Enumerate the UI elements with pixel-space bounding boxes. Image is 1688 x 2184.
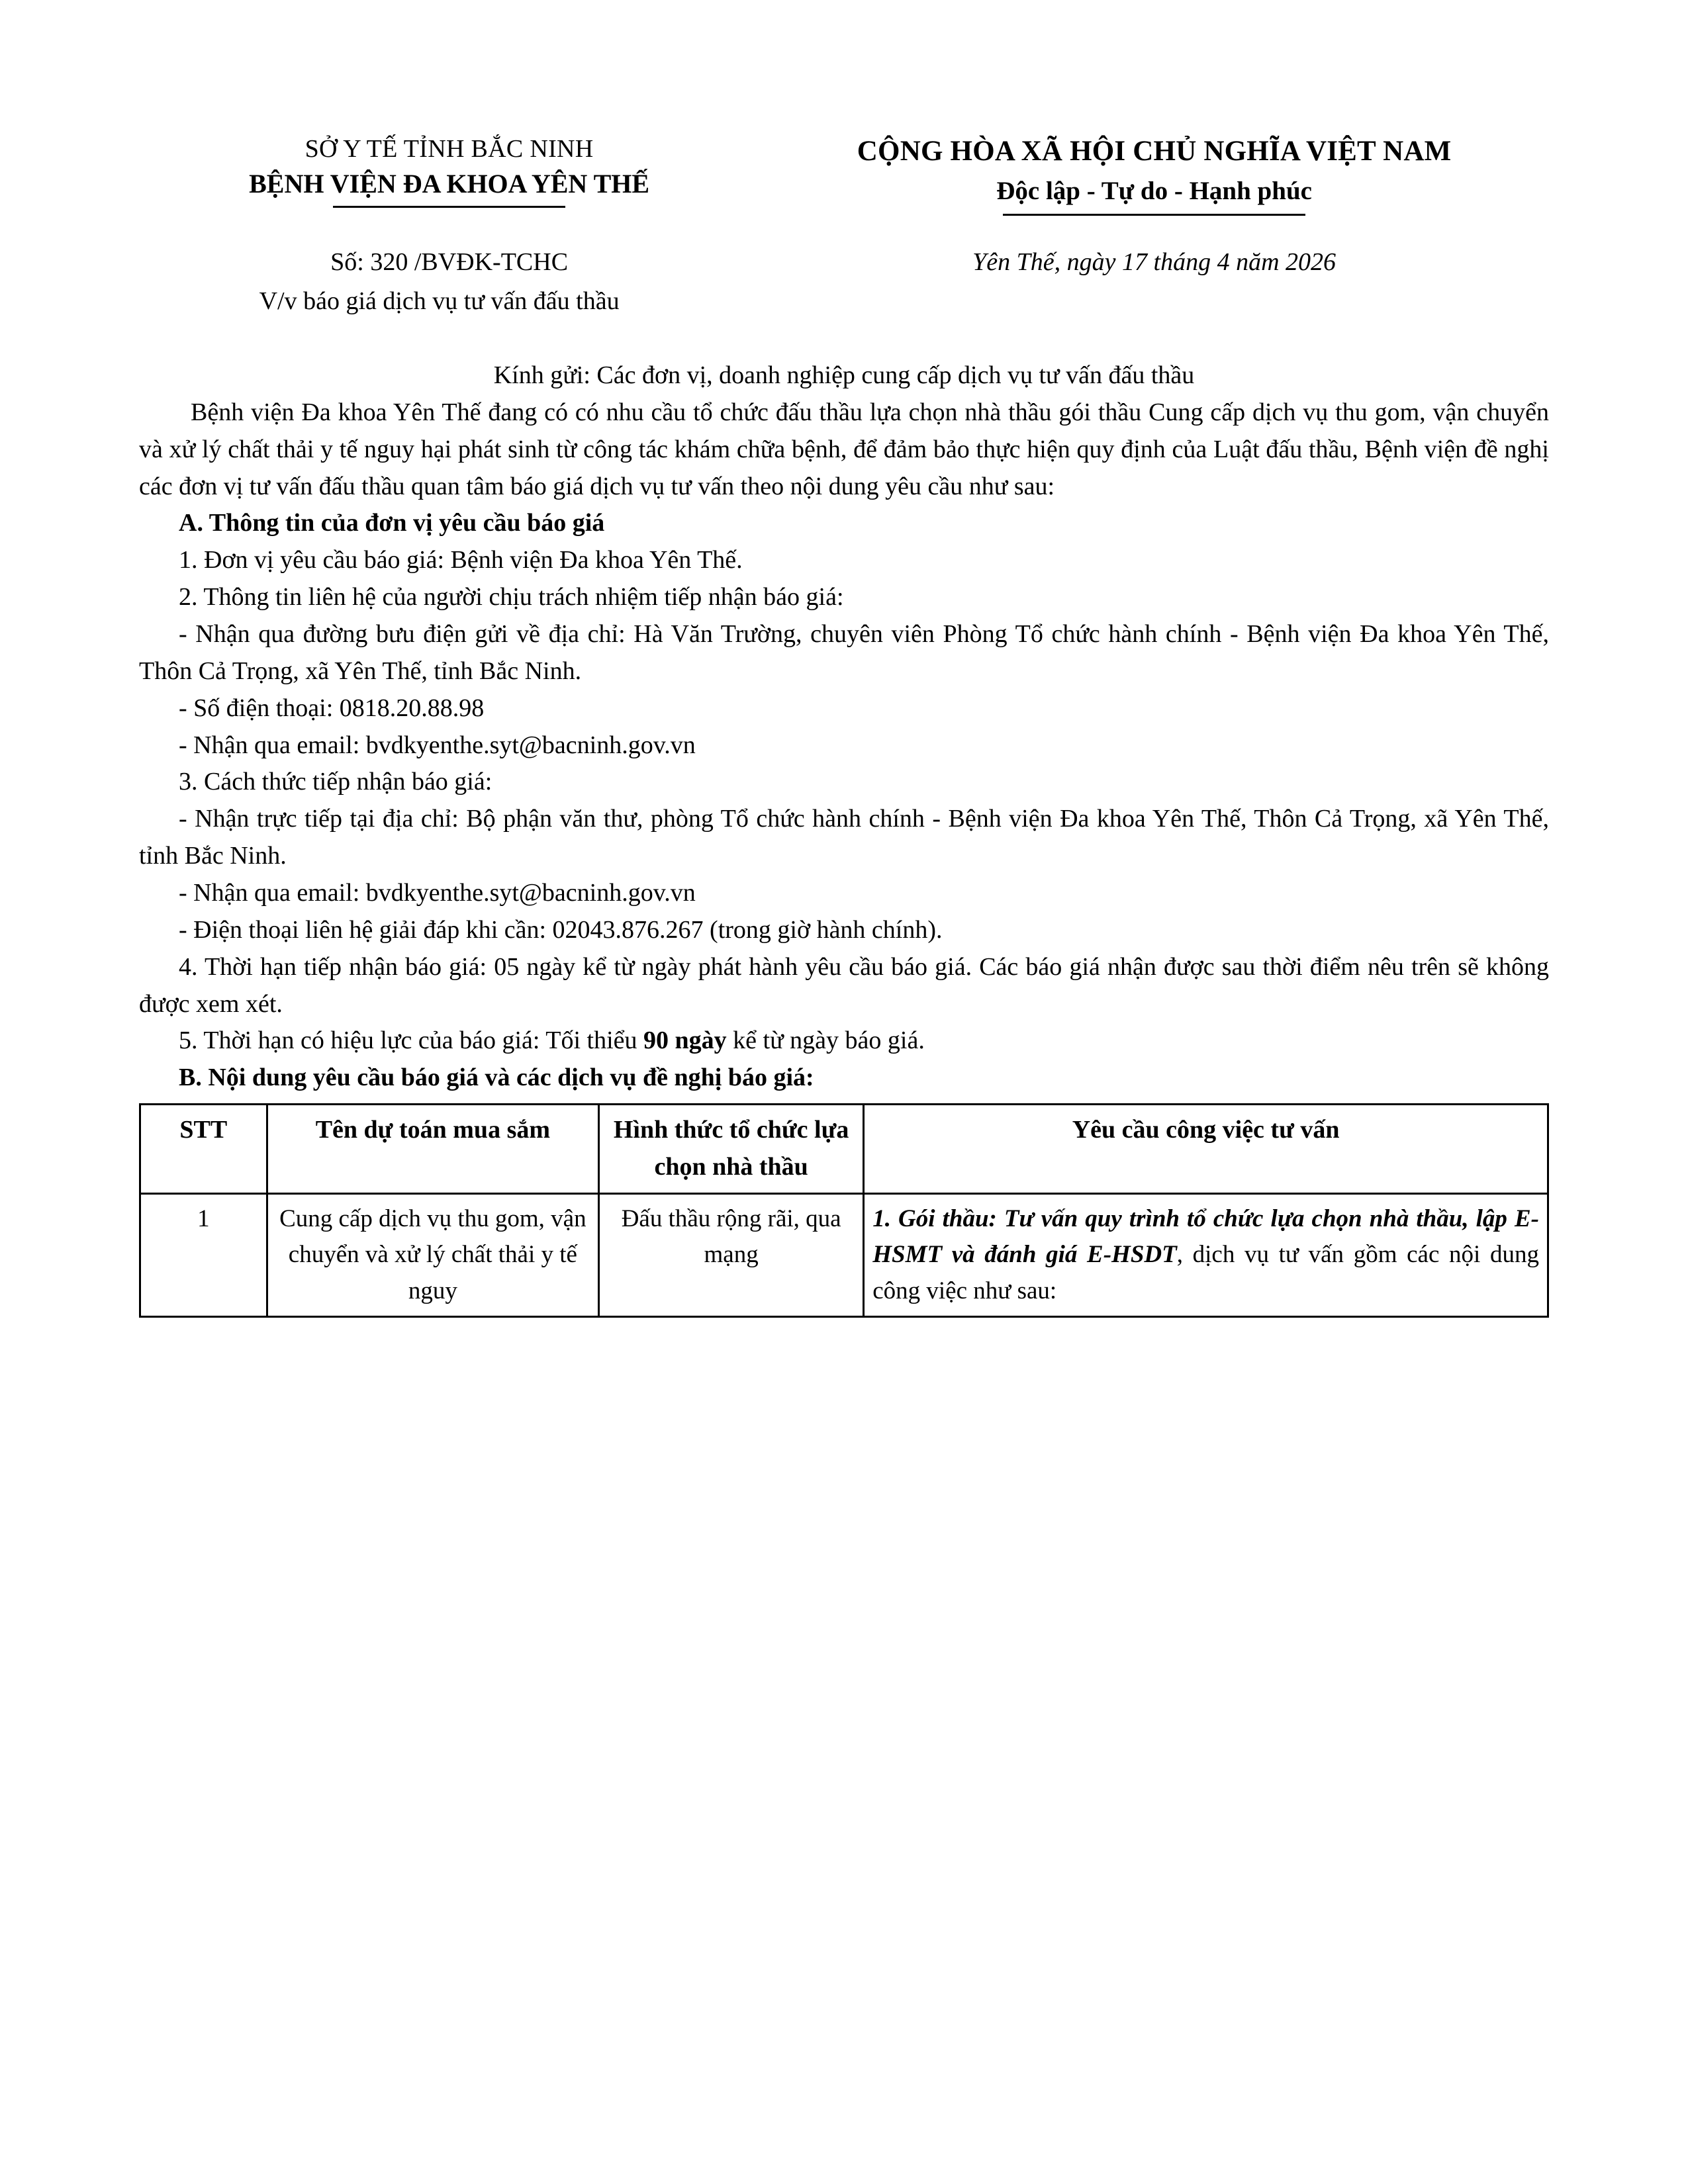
reference-block: [139, 244, 759, 320]
national-motto: Độc lập - Tự do - Hạnh phúc: [996, 173, 1312, 210]
section-a-item-2: 2. Thông tin liên hệ của người chịu trách nhiệm tiếp nhận báo giá:: [179, 583, 844, 612]
table-header-requirement: Yêu cầu công việc tư vấn: [864, 1105, 1548, 1194]
reference-row: [139, 244, 1549, 320]
row-requirement: [864, 1193, 1548, 1316]
place-date-block: [759, 244, 1549, 320]
document-number: Số: 320 /BVĐK-TCHC: [330, 248, 569, 276]
row-name: Cung cấp dịch vụ thu gom, vận chuyển và xử lý chất thải y tế nguy: [267, 1193, 598, 1316]
table-header-form: Hình thức tổ chức lựa chọn nhà thầu: [599, 1105, 864, 1194]
row-requirement-package: 1. Gói thầu: Tư vấn quy trình tổ chức lựa chọn nhà thầu, lập E-HSMT và đánh giá E-HSDT: [872, 1205, 1539, 1269]
section-a-heading: A. Thông tin của đơn vị yêu cầu báo giá: [179, 509, 605, 537]
row-stt: 1: [140, 1193, 267, 1316]
department-name: SỞ Y TẾ TỈNH BẮC NINH: [305, 135, 594, 163]
item-5-validity-days: 90 ngày: [643, 1026, 727, 1055]
item-5-prefix: 5. Thời hạn có hiệu lực của báo giá: Tối thiểu: [179, 1026, 643, 1055]
recipient-line: Kính gửi: Các đơn vị, doanh nghiệp cung cấp dịch vụ tư vấn đấu thầu: [493, 361, 1195, 389]
row-form: Đấu thầu rộng rãi, qua mạng: [599, 1193, 864, 1316]
intro-paragraph: Bệnh viện Đa khoa Yên Thế đang có có nhu cầu tổ chức đấu thầu lựa chọn nhà thầu gói thầu Cung cấp dịch vụ thu gom, vận chuyển và xử lý chất thải y tế nguy hại phát sinh từ công tác khám chữa bệnh, để đảm bảo thực hiện quy định của Luật đấu thầu, Bệnh viện đề nghị các đơn vị tư vấn đấu thầu quan tâm báo giá dịch vụ tư vấn theo nội dung yêu cầu như sau:: [139, 398, 1549, 500]
table-row: [140, 1193, 1548, 1316]
requirements-table: [139, 1103, 1549, 1318]
row-requirement-detail: , dịch vụ tư vấn gồm các nội dung công việc như sau:: [872, 1241, 1539, 1304]
table-header-name: Tên dự toán mua sắm: [267, 1105, 598, 1194]
section-a-item-3-phone: - Điện thoại liên hệ giải đáp khi cần: 02043.876.267 (trong giờ hành chính).: [179, 915, 943, 944]
place-and-date: Yên Thế, ngày 17 tháng 4 năm 2026: [972, 248, 1336, 276]
section-a-item-5: [139, 1023, 1549, 1060]
item-5-suffix: kể từ ngày báo giá.: [726, 1026, 925, 1055]
section-a-item-3-email: - Nhận qua email: bvdkyenthe.syt@bacninh.gov.vn: [179, 879, 696, 907]
table-header-stt: STT: [140, 1105, 267, 1194]
table-header-row: [140, 1105, 1548, 1194]
section-a-item-4: 4. Thời hạn tiếp nhận báo giá: 05 ngày kể từ ngày phát hành yêu cầu báo giá. Các báo giá nhận được sau thời điểm nêu trên sẽ không được xem xét.: [139, 952, 1549, 1018]
section-a-item-2-postal: - Nhận qua đường bưu điện gửi về địa chỉ: Hà Văn Trường, chuyên viên Phòng Tổ chức hành chính - Bệnh viện Đa khoa Yên Thế, Thôn Cả Trọng, xã Yên Thế, tỉnh Bắc Ninh.: [139, 619, 1549, 685]
letterhead: [139, 113, 1549, 210]
section-b-heading: B. Nội dung yêu cầu báo giá và các dịch vụ đề nghị báo giá:: [179, 1064, 814, 1092]
hospital-name: BỆNH VIỆN ĐA KHOA YÊN THẾ: [249, 166, 649, 202]
section-a-item-2-email: - Nhận qua email: bvdkyenthe.syt@bacninh.gov.vn: [179, 731, 696, 759]
section-a-item-3-direct: - Nhận trực tiếp tại địa chỉ: Bộ phận văn thư, phòng Tổ chức hành chính - Bệnh viện Đa khoa Yên Thế, Thôn Cả Trọng, xã Yên Thế, tỉnh Bắc Ninh.: [139, 805, 1549, 870]
country-name: CỘNG HÒA XÃ HỘI CHỦ NGHĨA VIỆT NAM: [857, 136, 1452, 167]
national-motto-block: [759, 113, 1549, 210]
section-a-item-2-phone: - Số điện thoại: 0818.20.88.98: [179, 694, 485, 722]
section-a-item-1: 1. Đơn vị yêu cầu báo giá: Bệnh viện Đa khoa Yên Thế.: [179, 546, 743, 574]
section-a-item-3: 3. Cách thức tiếp nhận báo giá:: [179, 768, 492, 796]
document-subject: V/v báo giá dịch vụ tư vấn đấu thầu: [259, 287, 620, 315]
issuing-authority-block: [139, 113, 759, 210]
